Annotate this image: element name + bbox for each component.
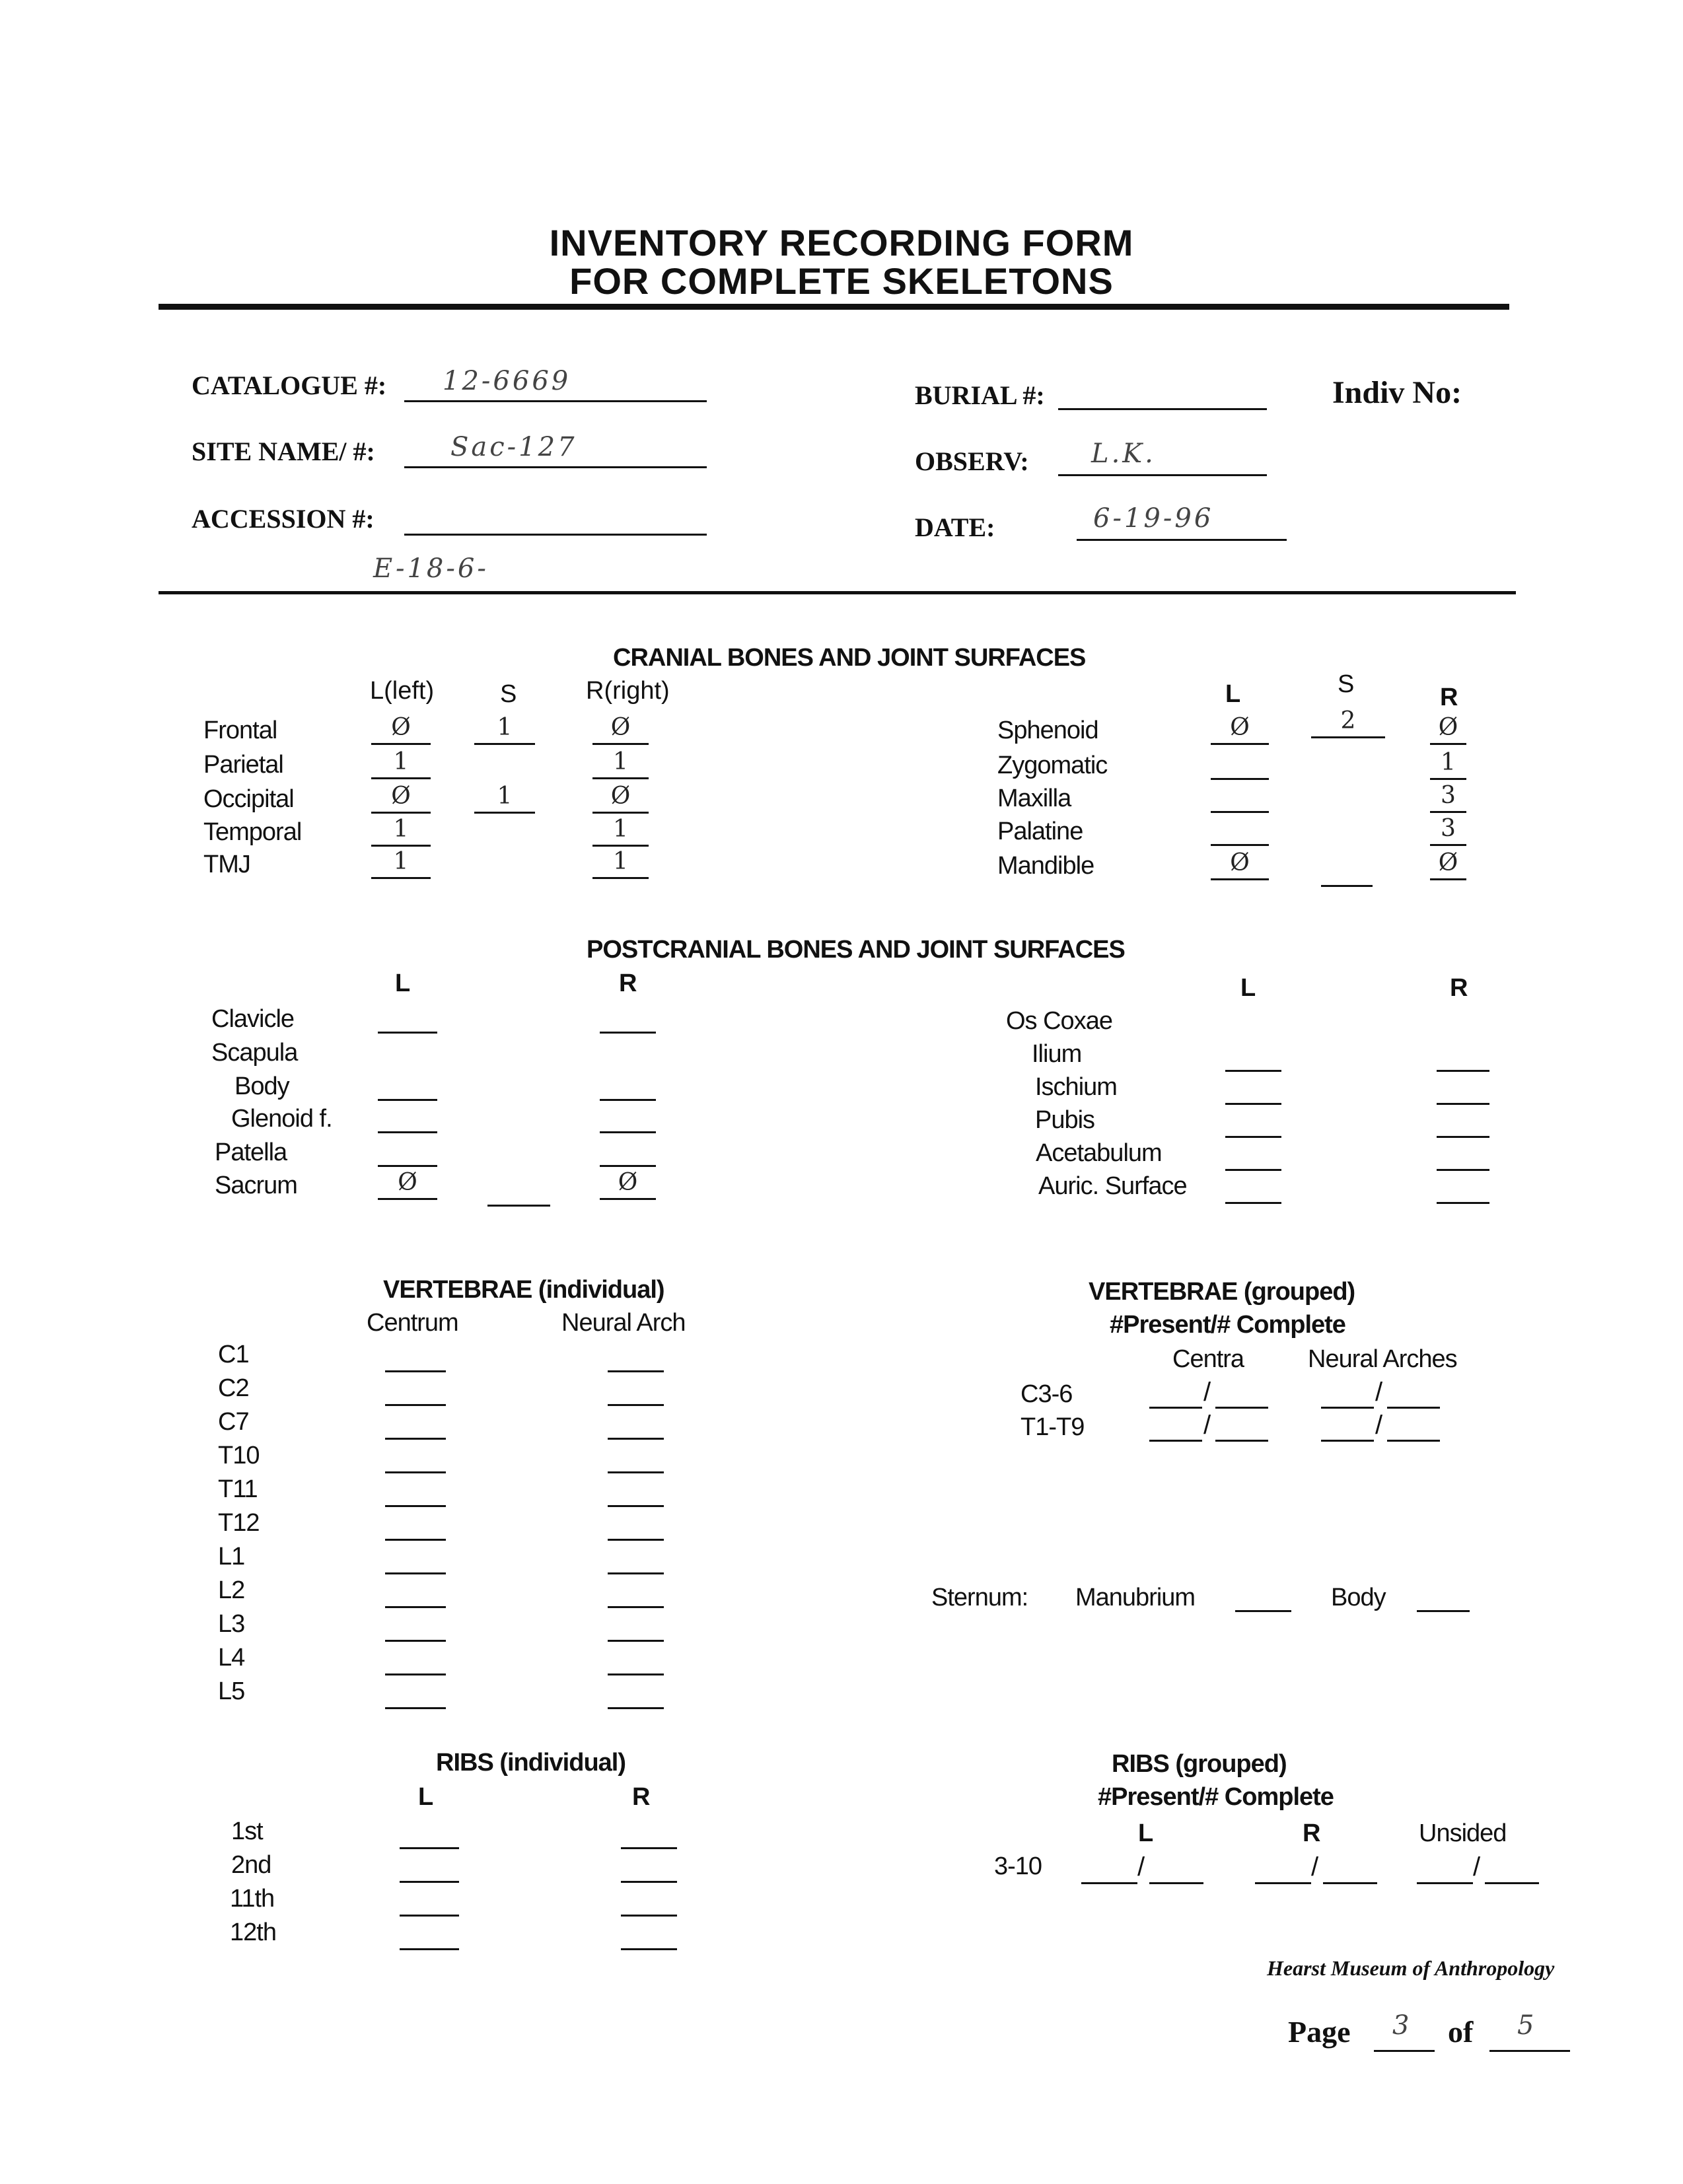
page-total-value: 5 bbox=[1517, 2010, 1537, 2041]
catalogue-value: 12-6669 bbox=[443, 366, 571, 396]
vertebra-row-label: C7 bbox=[218, 1408, 249, 1436]
postcranial-left-s-blank[interactable] bbox=[487, 1205, 550, 1207]
postcranial-right-r-blank[interactable] bbox=[1437, 1070, 1489, 1072]
postcranial-left-l-blank[interactable] bbox=[378, 1131, 437, 1133]
rib-left-blank[interactable] bbox=[400, 1847, 459, 1849]
vertebra-centrum-blank[interactable] bbox=[385, 1539, 446, 1541]
cranial-left-r-blank[interactable] bbox=[592, 845, 649, 847]
vertebrae-group-neural-arches-present-blank[interactable] bbox=[1321, 1440, 1374, 1442]
page-label: Page bbox=[1288, 2015, 1351, 2049]
cranial-right-r-blank-value: Ø bbox=[1438, 714, 1458, 741]
vertebra-row-label: T10 bbox=[218, 1442, 260, 1469]
cranial-row-label: Parietal bbox=[203, 751, 283, 779]
postcranial-left-r-blank-value: Ø bbox=[618, 1169, 638, 1196]
cranial-row-label: Frontal bbox=[203, 717, 277, 744]
postcranial-right-r-blank[interactable] bbox=[1437, 1169, 1489, 1171]
vertebra-neural-arch-blank[interactable] bbox=[608, 1438, 664, 1440]
cranial-right-col-l: L bbox=[1225, 680, 1241, 708]
cranial-right-r-blank-value: Ø bbox=[1438, 849, 1458, 876]
vertebra-neural-arch-blank[interactable] bbox=[608, 1505, 664, 1507]
postcranial-row-label: Ilium bbox=[1032, 1040, 1082, 1068]
vertebra-centrum-blank[interactable] bbox=[385, 1673, 446, 1675]
postcranial-left-l-blank[interactable] bbox=[378, 1198, 437, 1200]
indiv-no-label: Indiv No: bbox=[1332, 375, 1462, 410]
sternum-body-label: Body bbox=[1331, 1584, 1386, 1611]
cranial-left-r-blank-value: 1 bbox=[613, 748, 628, 775]
vertebrae-group-neural-arches-present-blank[interactable] bbox=[1321, 1407, 1374, 1409]
slash-separator: / bbox=[1375, 1411, 1383, 1440]
rib-group-l-present-blank[interactable] bbox=[1081, 1882, 1137, 1884]
postcranial-right-r-blank[interactable] bbox=[1437, 1103, 1489, 1105]
rib-right-blank[interactable] bbox=[621, 1847, 677, 1849]
vertebrae-neural-arches-header: Neural Arches bbox=[1308, 1345, 1457, 1373]
vertebra-centrum-blank[interactable] bbox=[385, 1505, 446, 1507]
cranial-row-label: Palatine bbox=[997, 818, 1083, 845]
rib-row-label: 12th bbox=[230, 1919, 276, 1946]
vertebra-neural-arch-blank[interactable] bbox=[608, 1673, 664, 1675]
form-title-line1: INVENTORY RECORDING FORM bbox=[549, 222, 1134, 264]
cranial-right-r-blank-value: 3 bbox=[1441, 815, 1456, 842]
ribs-individual-title: RIBS (individual) bbox=[436, 1749, 626, 1777]
vertebrae-group-centra-present-blank[interactable] bbox=[1149, 1440, 1202, 1442]
postcranial-row-label: Clavicle bbox=[211, 1005, 295, 1033]
postcranial-title: POSTCRANIAL BONES AND JOINT SURFACES bbox=[587, 936, 1125, 964]
page-total-field[interactable] bbox=[1489, 2010, 1570, 2052]
vertebra-centrum-blank[interactable] bbox=[385, 1370, 446, 1372]
postcranial-right-l-blank[interactable] bbox=[1225, 1070, 1281, 1072]
site-label: SITE NAME/ #: bbox=[192, 437, 375, 466]
postcranial-row-label: Auric. Surface bbox=[1038, 1172, 1187, 1200]
slash-separator: / bbox=[1203, 1378, 1211, 1407]
cranial-left-l-blank[interactable] bbox=[371, 777, 431, 779]
rib-row-label: 2nd bbox=[231, 1851, 271, 1879]
ribs-individual-col-r: R bbox=[632, 1783, 651, 1811]
vertebrae-centra-header: Centra bbox=[1172, 1345, 1244, 1373]
accession-label: ACCESSION #: bbox=[192, 504, 375, 534]
burial-field[interactable] bbox=[1058, 378, 1267, 410]
vertebra-row-label: T12 bbox=[218, 1509, 260, 1537]
postcranial-row-label: Patella bbox=[215, 1139, 287, 1166]
vertebra-neural-arch-blank[interactable] bbox=[608, 1539, 664, 1541]
slash-separator: / bbox=[1203, 1411, 1211, 1440]
cranial-row-label: Temporal bbox=[203, 818, 302, 846]
postcranial-row-label: Glenoid f. bbox=[231, 1105, 332, 1133]
postcranial-left-l-blank-value: Ø bbox=[398, 1169, 417, 1196]
vertebra-row-label: T11 bbox=[218, 1475, 258, 1503]
ribs-grouped-subtitle: #Present/# Complete bbox=[1098, 1783, 1334, 1811]
sternum-body-blank[interactable] bbox=[1417, 1610, 1470, 1612]
vertebra-centrum-blank[interactable] bbox=[385, 1438, 446, 1440]
cranial-left-s-blank[interactable] bbox=[474, 743, 535, 745]
vertebra-neural-arch-blank[interactable] bbox=[608, 1640, 664, 1642]
postcranial-right-col-l: L bbox=[1240, 974, 1256, 1002]
cranial-left-r-blank[interactable] bbox=[592, 877, 649, 879]
vertebrae-grouped-title: VERTEBRAE (grouped) bbox=[1089, 1278, 1355, 1306]
rib-group-unsided-present-blank[interactable] bbox=[1417, 1882, 1473, 1884]
site-field[interactable] bbox=[404, 432, 707, 468]
cranial-left-s-blank-value: 1 bbox=[497, 783, 513, 810]
slash-separator: / bbox=[1311, 1852, 1319, 1882]
museum-name: Hearst Museum of Anthropology bbox=[1267, 1956, 1555, 1980]
cranial-right-l-blank[interactable] bbox=[1211, 844, 1269, 846]
vertebra-centrum-blank[interactable] bbox=[385, 1707, 446, 1709]
postcranial-left-r-blank[interactable] bbox=[600, 1198, 656, 1200]
cranial-row-label: Zygomatic bbox=[997, 752, 1108, 779]
cranial-left-l-blank-value: 1 bbox=[393, 748, 409, 775]
ribs-individual-col-l: L bbox=[418, 1783, 434, 1811]
vertebrae-group-centra-complete-blank[interactable] bbox=[1215, 1440, 1268, 1442]
cranial-title: CRANIAL BONES AND JOINT SURFACES bbox=[613, 644, 1086, 672]
cranial-right-r-blank[interactable] bbox=[1430, 844, 1466, 846]
vertebra-row-label: L3 bbox=[218, 1610, 245, 1638]
postcranial-row-label: Acetabulum bbox=[1036, 1139, 1162, 1167]
cranial-left-l-blank-value: 1 bbox=[393, 848, 409, 875]
cranial-right-l-blank-value: Ø bbox=[1230, 849, 1250, 876]
vertebrae-neural-arch-header: Neural Arch bbox=[561, 1309, 686, 1337]
postcranial-left-col-r: R bbox=[619, 969, 637, 997]
cranial-right-r-blank[interactable] bbox=[1430, 743, 1466, 745]
vertebrae-centrum-header: Centrum bbox=[367, 1309, 458, 1337]
cranial-left-r-blank-value: 1 bbox=[613, 848, 628, 875]
accession-field[interactable] bbox=[404, 503, 707, 536]
rib-row-label: 1st bbox=[231, 1817, 263, 1845]
date-value: 6-19-96 bbox=[1093, 503, 1214, 534]
cranial-right-l-blank[interactable] bbox=[1211, 811, 1269, 813]
vertebra-neural-arch-blank[interactable] bbox=[608, 1471, 664, 1473]
postcranial-row-label: Sacrum bbox=[215, 1172, 297, 1199]
site-value: Sac-127 bbox=[450, 432, 577, 462]
vertebrae-individual-title: VERTEBRAE (individual) bbox=[383, 1276, 664, 1304]
rib-right-blank[interactable] bbox=[621, 1948, 677, 1950]
vertebrae-group-centra-complete-blank[interactable] bbox=[1215, 1407, 1268, 1409]
cranial-right-col-s: S bbox=[1338, 670, 1355, 698]
postcranial-right-l-blank[interactable] bbox=[1225, 1136, 1281, 1138]
vertebra-centrum-blank[interactable] bbox=[385, 1606, 446, 1608]
rib-left-blank[interactable] bbox=[400, 1948, 459, 1950]
vertebra-centrum-blank[interactable] bbox=[385, 1572, 446, 1574]
page-number-value: 3 bbox=[1392, 2010, 1412, 2041]
postcranial-right-l-blank[interactable] bbox=[1225, 1202, 1281, 1204]
vertebra-neural-arch-blank[interactable] bbox=[608, 1707, 664, 1709]
vertebra-row-label: L2 bbox=[218, 1576, 245, 1604]
rib-row-label: 11th bbox=[230, 1885, 275, 1913]
vertebra-neural-arch-blank[interactable] bbox=[608, 1370, 664, 1372]
vertebrae-group-row-label: C3-6 bbox=[1021, 1380, 1073, 1408]
cranial-row-label: Sphenoid bbox=[997, 717, 1098, 744]
rib-right-blank[interactable] bbox=[621, 1881, 677, 1883]
vertebrae-grouped-subtitle: #Present/# Complete bbox=[1110, 1311, 1345, 1339]
ribs-grouped-row-3-10: 3-10 bbox=[994, 1852, 1042, 1880]
rib-group-r-complete-blank[interactable] bbox=[1323, 1882, 1377, 1884]
cranial-right-r-blank[interactable] bbox=[1430, 778, 1466, 780]
rib-left-blank[interactable] bbox=[400, 1915, 459, 1917]
vertebra-row-label: L4 bbox=[218, 1644, 245, 1672]
of-label: of bbox=[1448, 2015, 1474, 2049]
burial-label: BURIAL #: bbox=[915, 380, 1045, 410]
cranial-left-r-blank-value: Ø bbox=[610, 714, 631, 741]
cranial-left-s-blank[interactable] bbox=[474, 812, 535, 814]
vertebra-row-label: L1 bbox=[218, 1543, 245, 1570]
vertebrae-group-neural-arches-complete-blank[interactable] bbox=[1387, 1407, 1440, 1409]
date-field[interactable] bbox=[1077, 503, 1287, 541]
observ-label: OBSERV: bbox=[915, 446, 1029, 476]
cranial-left-l-blank-value: Ø bbox=[391, 714, 411, 741]
postcranial-left-l-blank[interactable] bbox=[378, 1099, 437, 1101]
cranial-row-label: TMJ bbox=[203, 851, 250, 878]
cranial-left-l-blank-value: Ø bbox=[391, 783, 411, 810]
postcranial-right-col-r: R bbox=[1450, 974, 1468, 1002]
postcranial-right-r-blank[interactable] bbox=[1437, 1136, 1489, 1138]
slash-separator: / bbox=[1375, 1378, 1383, 1407]
observ-field[interactable] bbox=[1058, 439, 1267, 476]
cranial-left-l-blank[interactable] bbox=[371, 845, 431, 847]
observ-value: L.K. bbox=[1091, 439, 1156, 469]
vertebra-row-label: L5 bbox=[218, 1677, 245, 1705]
page-number-field[interactable] bbox=[1374, 2010, 1435, 2052]
postcranial-left-r-blank[interactable] bbox=[600, 1032, 656, 1034]
cranial-right-r-blank[interactable] bbox=[1430, 878, 1466, 880]
rib-group-unsided-complete-blank[interactable] bbox=[1485, 1882, 1539, 1884]
cranial-left-l-blank-value: 1 bbox=[393, 816, 409, 843]
sternum-label: Sternum: bbox=[931, 1584, 1028, 1611]
manubrium-label: Manubrium bbox=[1075, 1584, 1196, 1611]
rib-group-l-complete-blank[interactable] bbox=[1149, 1882, 1203, 1884]
postcranial-left-col-l: L bbox=[395, 969, 411, 997]
cranial-left-r-blank-value: 1 bbox=[613, 816, 628, 843]
cranial-left-r-blank[interactable] bbox=[592, 777, 649, 779]
manubrium-blank[interactable] bbox=[1235, 1610, 1291, 1612]
title-rule bbox=[159, 304, 1509, 310]
postcranial-left-r-blank[interactable] bbox=[600, 1099, 656, 1101]
accession-note: E-18-6- bbox=[373, 553, 489, 584]
date-label: DATE: bbox=[915, 512, 995, 542]
cranial-right-s-blank-value: 2 bbox=[1340, 707, 1356, 734]
postcranial-right-r-blank[interactable] bbox=[1437, 1202, 1489, 1204]
cranial-left-l-blank[interactable] bbox=[371, 877, 431, 879]
cranial-right-r-blank-value: 1 bbox=[1441, 749, 1456, 776]
cranial-right-l-blank-value: Ø bbox=[1230, 714, 1250, 741]
header-rule bbox=[159, 591, 1516, 594]
cranial-left-col-s: S bbox=[500, 680, 517, 708]
catalogue-label: CATALOGUE #: bbox=[192, 370, 387, 400]
vertebrae-group-row-label: T1-T9 bbox=[1021, 1413, 1085, 1441]
ribs-grouped-col-r: R bbox=[1303, 1819, 1321, 1847]
cranial-right-l-blank[interactable] bbox=[1211, 878, 1269, 880]
rib-right-blank[interactable] bbox=[621, 1915, 677, 1917]
catalogue-field[interactable] bbox=[404, 366, 707, 402]
cranial-left-s-blank-value: 1 bbox=[497, 714, 513, 741]
slash-separator: / bbox=[1137, 1852, 1145, 1882]
vertebra-row-label: C2 bbox=[218, 1374, 249, 1402]
vertebra-centrum-blank[interactable] bbox=[385, 1471, 446, 1473]
cranial-row-label: Mandible bbox=[997, 852, 1094, 880]
postcranial-right-l-blank[interactable] bbox=[1225, 1103, 1281, 1105]
vertebra-neural-arch-blank[interactable] bbox=[608, 1572, 664, 1574]
cranial-left-col-r: R(right) bbox=[586, 677, 670, 705]
vertebra-neural-arch-blank[interactable] bbox=[608, 1606, 664, 1608]
postcranial-row-label: Os Coxae bbox=[1006, 1007, 1112, 1035]
cranial-right-l-blank[interactable] bbox=[1211, 778, 1269, 780]
ribs-grouped-col-l: L bbox=[1138, 1819, 1154, 1847]
cranial-right-s-blank[interactable] bbox=[1321, 885, 1373, 887]
rib-left-blank[interactable] bbox=[400, 1881, 459, 1883]
postcranial-row-label: Body bbox=[234, 1073, 289, 1100]
postcranial-right-l-blank[interactable] bbox=[1225, 1169, 1281, 1171]
vertebra-row-label: C1 bbox=[218, 1341, 249, 1368]
postcranial-left-r-blank[interactable] bbox=[600, 1131, 656, 1133]
cranial-left-col-l: L(left) bbox=[370, 677, 435, 705]
cranial-right-l-blank[interactable] bbox=[1211, 743, 1269, 745]
postcranial-left-l-blank[interactable] bbox=[378, 1032, 437, 1034]
slash-separator: / bbox=[1473, 1852, 1481, 1882]
cranial-right-s-blank[interactable] bbox=[1311, 736, 1385, 738]
cranial-left-r-blank[interactable] bbox=[592, 743, 649, 745]
postcranial-row-label: Ischium bbox=[1035, 1073, 1117, 1101]
postcranial-row-label: Pubis bbox=[1035, 1106, 1095, 1134]
postcranial-left-r-blank[interactable] bbox=[600, 1165, 656, 1167]
postcranial-left-l-blank[interactable] bbox=[378, 1165, 437, 1167]
vertebra-neural-arch-blank[interactable] bbox=[608, 1404, 664, 1406]
cranial-right-r-blank-value: 3 bbox=[1441, 782, 1456, 809]
cranial-right-r-blank[interactable] bbox=[1430, 811, 1466, 813]
ribs-grouped-title: RIBS (grouped) bbox=[1112, 1750, 1287, 1778]
rib-group-r-present-blank[interactable] bbox=[1255, 1882, 1311, 1884]
cranial-left-r-blank[interactable] bbox=[592, 812, 649, 814]
cranial-left-l-blank[interactable] bbox=[371, 812, 431, 814]
form-title-line2: FOR COMPLETE SKELETONS bbox=[569, 260, 1114, 302]
cranial-row-label: Occipital bbox=[203, 785, 294, 813]
vertebra-centrum-blank[interactable] bbox=[385, 1404, 446, 1406]
cranial-row-label: Maxilla bbox=[997, 785, 1071, 812]
cranial-left-l-blank[interactable] bbox=[371, 743, 431, 745]
vertebrae-group-neural-arches-complete-blank[interactable] bbox=[1387, 1440, 1440, 1442]
cranial-left-r-blank-value: Ø bbox=[610, 783, 631, 810]
cranial-right-col-r: R bbox=[1440, 684, 1458, 711]
ribs-grouped-col-unsided: Unsided bbox=[1419, 1819, 1507, 1847]
vertebrae-group-centra-present-blank[interactable] bbox=[1149, 1407, 1202, 1409]
postcranial-row-label: Scapula bbox=[211, 1039, 298, 1067]
vertebra-centrum-blank[interactable] bbox=[385, 1640, 446, 1642]
